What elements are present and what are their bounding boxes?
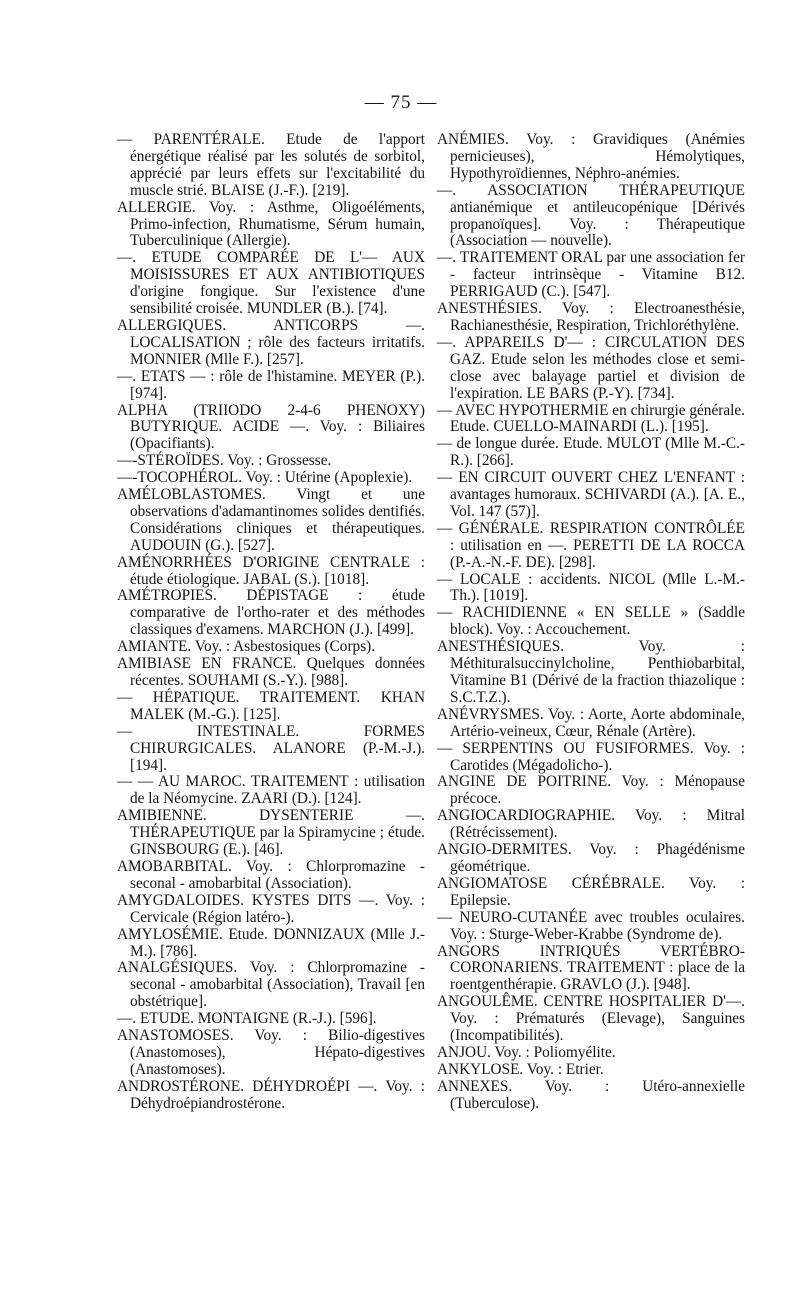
index-entry: ANGINE DE POITRINE. Voy. : Ménopause précoce. xyxy=(437,773,745,808)
index-entry: AMYLOSÉMIE. Etude. DONNIZAUX (Mlle J.-M.). [786]. xyxy=(117,925,425,960)
index-entry: — SERPENTINS OU FUSIFORMES. Voy. : Carotides (Mégadolicho-). xyxy=(437,739,745,774)
index-entry: — AVEC HYPOTHERMIE en chirurgie générale. Etude. CUELLO-MAINARDI (L.). [195]. xyxy=(437,401,745,436)
index-entry: AMYGDALOIDES. KYSTES DITS —. Voy. : Cervicale (Région latéro-). xyxy=(117,891,425,926)
index-entry: —. APPAREILS D'— : CIRCULATION DES GAZ. Etude selon les méthodes close et semi-close avec balayage partiel et division de l'expiration. LE BARS (P.-Y). [734]. xyxy=(437,333,745,402)
index-entry: ANKYLOSE. Voy. : Etrier. xyxy=(437,1060,604,1078)
index-entry: — RACHIDIENNE « EN SELLE » (Saddle block). Voy. : Accouchement. xyxy=(437,604,745,639)
index-entry: — HÉPATIQUE. TRAITEMENT. KHAN MALEK (M.-G.). [125]. xyxy=(117,688,425,723)
index-entry: — LOCALE : accidents. NICOL (Mlle L.-M.-Th.). [1019]. xyxy=(437,570,745,605)
index-entry: ANGORS INTRIQUÉS VERTÉBRO-CORONARIENS. TRAITEMENT : place de la roentgenthérapie. GRAVLO (J.). [948]. xyxy=(437,942,745,994)
index-entry: ANJOU. Voy. : Poliomyélite. xyxy=(437,1043,616,1061)
index-entry: ANÉVRYSMES. Voy. : Aorte, Aorte abdominale, Artério-veineux, Cœur, Rénale (Artère). xyxy=(437,705,745,740)
index-entry: —-STÉROÏDES. Voy. : Grossesse. xyxy=(117,452,332,470)
index-entry: —. TRAITEMENT ORAL par une association fer - facteur intrinsèque - Vitamine B12. PERRIGAUD (C.). [547]. xyxy=(437,249,745,301)
page-number: — 75 — xyxy=(364,92,438,113)
index-entry: ALPHA (TRIIODO 2-4-6 PHENOXY) BUTYRIQUE. ACIDE —. Voy. : Biliaires (Opacifiants). xyxy=(117,401,425,453)
index-entry: — EN CIRCUIT OUVERT CHEZ L'ENFANT : avantages humoraux. SCHIVARDI (A.). [A. E., Vol. 147 (57)]. xyxy=(437,469,745,520)
left-column xyxy=(117,132,425,1113)
index-entry: ANGIOCARDIOGRAPHIE. Voy. : Mitral (Rétrécissement). xyxy=(437,807,745,842)
index-entry: AMIBIENNE. DYSENTERIE —. THÉRAPEUTIQUE par la Spiramycine ; étude. GINSBOURG (E.). [46]. xyxy=(117,807,425,859)
index-entry: ANASTOMOSES. Voy. : Bilio-digestives (Anastomoses), Hépato-digestives (Anastomoses). xyxy=(117,1027,425,1078)
index-entry: ANGIOMATOSE CÉRÉBRALE. Voy. : Epilepsie. xyxy=(437,874,745,909)
index-entry: —. ETATS — : rôle de l'histamine. MEYER (P.). [974]. xyxy=(117,367,425,402)
index-entry: — INTESTINALE. FORMES CHIRURGICALES. ALANORE (P.-M.-J.). [194]. xyxy=(117,722,425,774)
index-entry: — GÉNÉRALE. RESPIRATION CONTRÔLÉE : utilisation en —. PERETTI DE LA ROCCA (P.-A.-N.-F. DE). [298]. xyxy=(437,519,745,571)
index-entry: ALLERGIQUES. ANTICORPS —. LOCALISATION ; rôle des facteurs irritatifs. MONNIER (Mlle F.). [257]. xyxy=(117,316,425,368)
index-entry: AMIBIASE EN FRANCE. Quelques données récentes. SOUHAMI (S.-Y.). [988]. xyxy=(117,655,425,689)
index-entry: AMÉLOBLASTOMES. Vingt et une observations d'adamantinomes solides dentifiés. Considérations cliniques et thérapeutiques. AUDOUIN (G.). [527]. xyxy=(117,486,425,554)
index-entry: ALLERGIE. Voy. : Asthme, Oligoéléments, Primo-infection, Rhumatisme, Sérum humain, Tuberculinique (Allergie). xyxy=(117,198,425,250)
index-entry: — PARENTÉRALE. Etude de l'apport énergétique réalisé par les solutés de sorbitol, apprécié par leurs effets sur l'excitabilité du muscle strié. BLAISE (J.-F.). [219]. xyxy=(117,131,425,199)
index-entry: —-TOCOPHÉROL. Voy. : Utérine (Apoplexie). xyxy=(117,469,413,487)
index-entry: —. ETUDE COMPARÉE DE L'— AUX MOISISSURES ET AUX ANTIBIOTIQUES d'origine fongique. Sur l'existence d'une sensibilité croisée. MUNDLER (B.). [74]. xyxy=(117,249,425,318)
index-entry: AMOBARBITAL. Voy. : Chlorpromazine - seconal - amobarbital (Association). xyxy=(117,857,425,892)
index-entry: ANESTHÉSIES. Voy. : Electroanesthésie, Rachianesthésie, Respiration, Trichloréthylène. xyxy=(437,300,745,334)
index-entry: ANGOULÊME. CENTRE HOSPITALIER D'—. Voy. : Prématurés (Elevage), Sanguines (Incompatibilités). xyxy=(437,993,745,1045)
index-entry: — NEURO-CUTANÉE avec troubles oculaires. Voy. : Sturge-Weber-Krabbe (Syndrome de). xyxy=(437,908,745,943)
index-entry: — de longue durée. Etude. MULOT (Mlle M.-C.-R.). [266]. xyxy=(437,435,745,470)
index-entry: AMÉTROPIES. DÉPISTAGE : étude comparative de l'ortho-rater et des méthodes classiques d'examens. MARCHON (J.). [499]. xyxy=(117,587,425,639)
index-entry: ANGIO-DERMITES. Voy. : Phagédénisme géométrique. xyxy=(437,841,745,875)
index-entry: ANALGÉSIQUES. Voy. : Chlorpromazine - seconal - amobarbital (Association), Travail [en obstétrique]. xyxy=(117,959,425,1011)
index-entry: — — AU MAROC. TRAITEMENT : utilisation de la Néomycine. ZAARI (D.). [124]. xyxy=(117,773,425,808)
index-entry: ANÉMIES. Voy. : Gravidiques (Anémies pernicieuses), Hémolytiques, Hypothyroïdiennes, Néphro-anémies. xyxy=(437,131,745,182)
index-entry: ANNEXES. Voy. : Utéro-annexielle (Tuberculose). xyxy=(437,1077,745,1112)
index-entry: AMÉNORRHÉES D'ORIGINE CENTRALE : étude étiologique. JABAL (S.). [1018]. xyxy=(117,553,425,588)
right-column xyxy=(437,132,745,1113)
index-entry: ANESTHÉSIQUES. Voy. : Méthituralsuccinylcholine, Penthiobarbital, Vitamine B1 (Dérivé de la fraction thiazolique : S.C.T.Z.). xyxy=(437,638,745,706)
index-entry: —. ASSOCIATION THÉRAPEUTIQUE antianémique et antileucopénique [Dérivés propanoïques]. Voy. : Thérapeutique (Association — nouvelle). xyxy=(437,181,745,250)
index-entry: AMIANTE. Voy. : Asbestosiques (Corps). xyxy=(117,638,376,656)
index-entry: —. ETUDE. MONTAIGNE (R.-J.). [596]. xyxy=(117,1010,377,1028)
index-entry: ANDROSTÉRONE. DÉHYDROÉPI —. Voy. : Déhydroépiandrostérone. xyxy=(117,1077,425,1112)
